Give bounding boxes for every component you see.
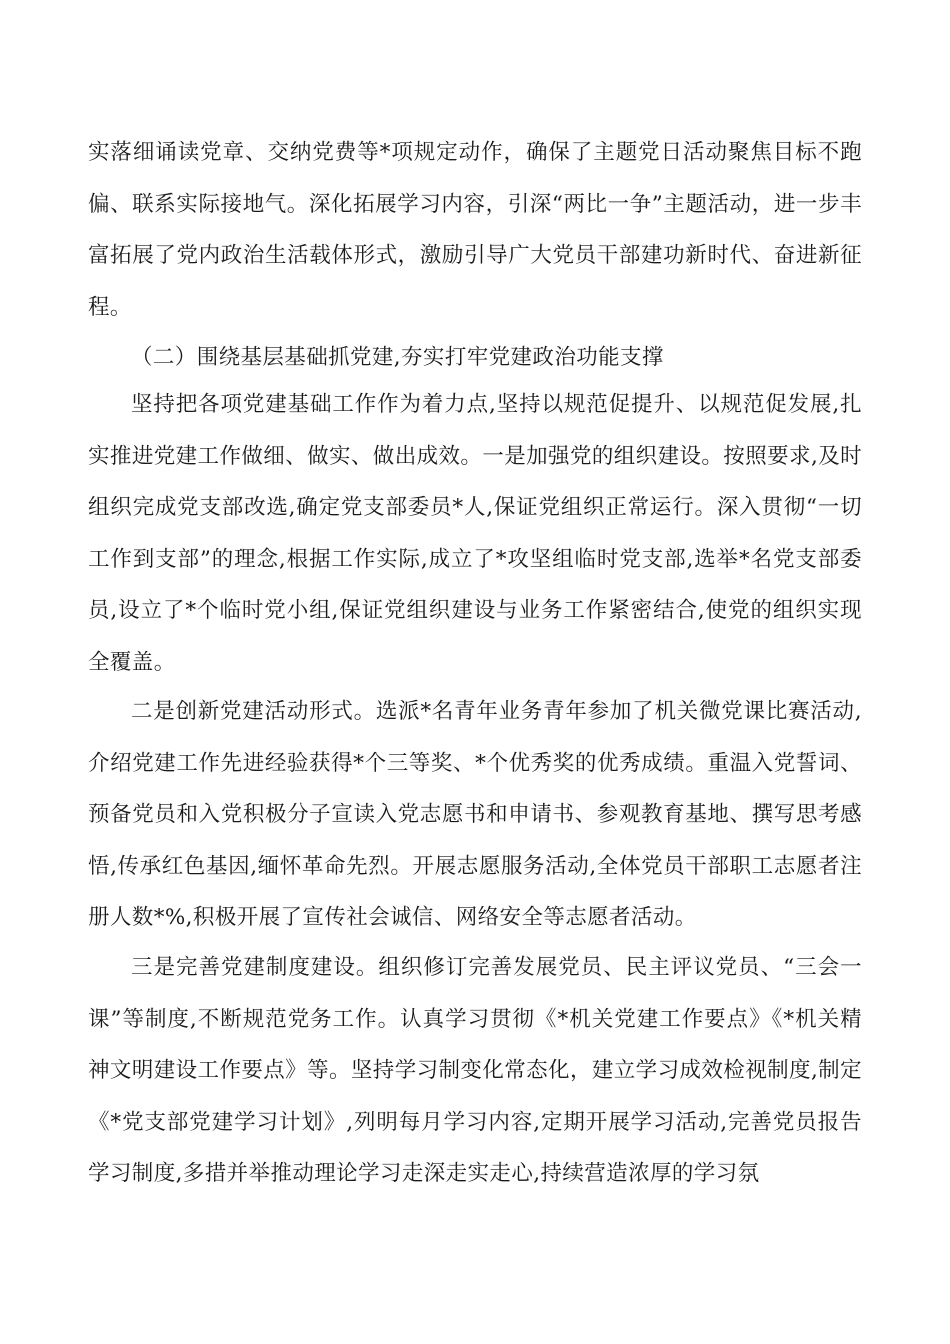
paragraph-system: 三是完善党建制度建设。组织修订完善发展党员、民主评议党员、“三会一课”等制度,不断规范党务工作。认真学习贯彻《*机关党建工作要点》《*机关精神文明建设工作要点》等。坚持学习制变化常态化，建立学习成效检视制度,制定《*党支部党建学习计划》,列明每月学习内容,定期开展学习活动,完善党员报告学习制度,多措并举推动理论学习走深走实走心,持续营造浓厚的学习氛 xyxy=(88,955,862,1186)
section-heading: （二）围绕基层基础抓党建,夯实打牢党建政治功能支撑 xyxy=(131,345,664,370)
paragraph-organization: 坚持把各项党建基础工作作为着力点,坚持以规范促提升、以规范促发展,扎实推进党建工作做细、做实、做出成效。一是加强党的组织建设。按照要求,及时组织完成党支部改选,确定党支部委员*人,保证党组织正常运行。深入贯彻“一切工作到支部”的理念,根据工作实际,成立了*攻坚组临时党支部,选举*名党支部委员,设立了*个临时党小组,保证党组织建设与业务工作紧密结合,使党的组织实现全覆盖。 xyxy=(88,392,862,675)
paragraph-continued: 实落细诵读党章、交纳党费等*项规定动作，确保了主题党日活动聚焦目标不跑偏、联系实际接地气。深化拓展学习内容，引深“两比一争”主题活动，进一步丰富拓展了党内政治生活载体形式，激励引导广大党员干部建功新时代、奋进新征程。 xyxy=(88,140,862,320)
paragraph-activities: 二是创新党建活动形式。选派*名青年业务青年参加了机关微党课比赛活动,介绍党建工作先进经验获得*个三等奖、*个优秀奖的优秀成绩。重温入党誓词、预备党员和入党积极分子宣读入党志愿书和申请书、参观教育基地、撰写思考感悟,传承红色基因,缅怀革命先烈。开展志愿服务活动,全体党员干部职工志愿者注册人数*%,积极开展了宣传社会诚信、网络安全等志愿者活动。 xyxy=(88,699,862,930)
